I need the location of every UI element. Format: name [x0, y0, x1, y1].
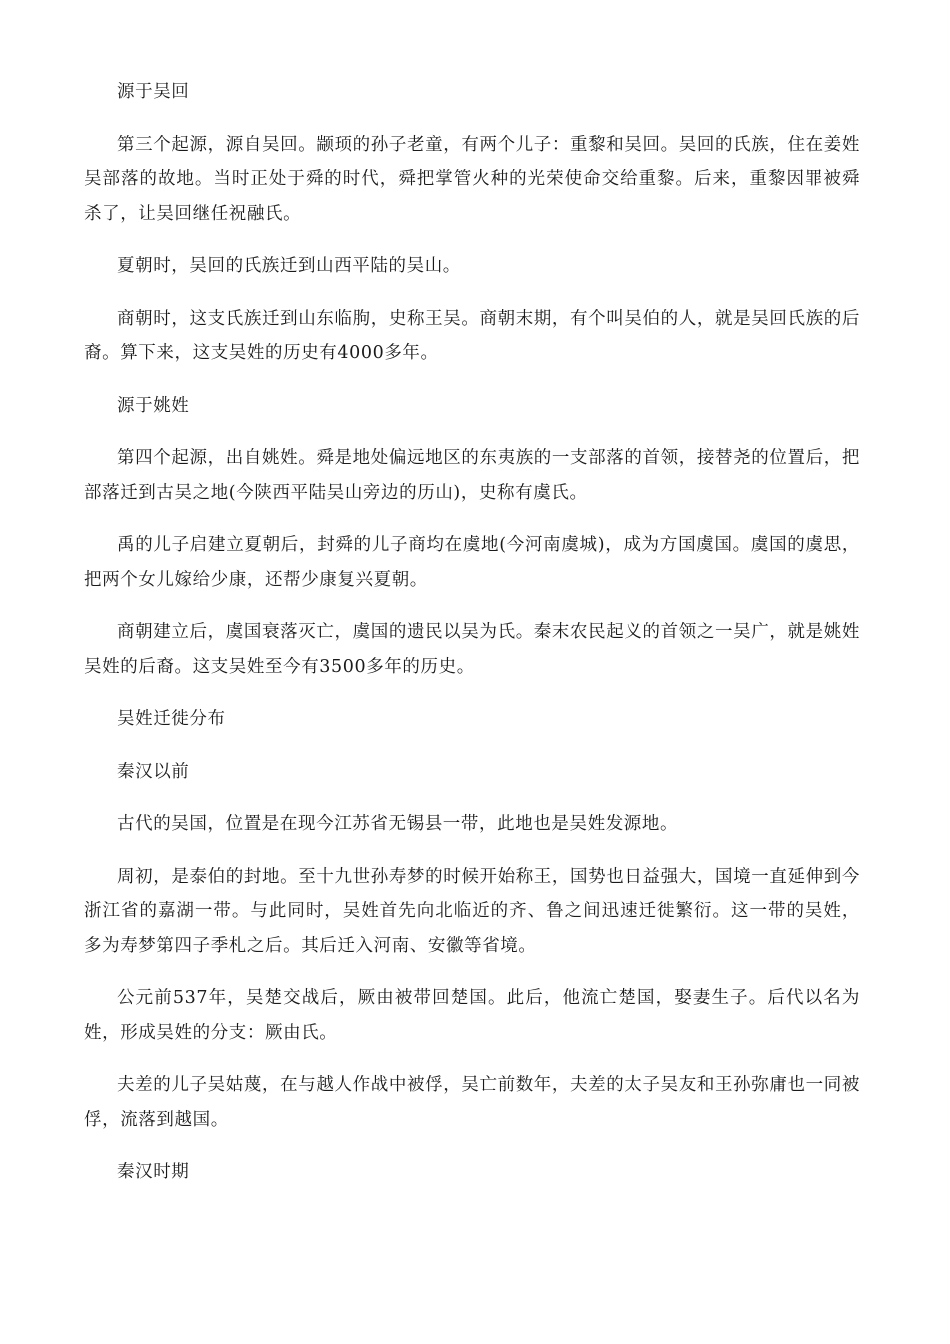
- body-paragraph: 商朝时，这支氏族迁到山东临朐，史称王吴。商朝末期，有个叫吴伯的人，就是吴回氏族的后裔。算下来，这支吴姓的历史有4000多年。: [84, 308, 860, 363]
- section-heading: 源于姚姓: [117, 395, 190, 416]
- body-paragraph: 商朝建立后，虞国衰落灭亡，虞国的遗民以吴为氏。秦末农民起义的首领之一吴广，就是姚姓吴姓的后裔。这支吴姓至今有3500多年的历史。: [84, 622, 860, 677]
- body-paragraph: 古代的吴国，位置是在现今江苏省无锡县一带，此地也是吴姓发源地。: [117, 814, 679, 834]
- subsection-heading: 秦汉时期: [117, 1162, 190, 1182]
- body-paragraph: 禹的儿子启建立夏朝后，封舜的儿子商均在虞地(今河南虞城)，成为方国虞国。虞国的虞思，把两个女儿嫁给少康，还帮少康复兴夏朝。: [84, 535, 860, 590]
- subsection-heading: 秦汉以前: [117, 761, 190, 782]
- body-paragraph: 第三个起源，源自吴回。颛顼的孙子老童，有两个儿子：重黎和吴回。吴回的氏族，住在姜姓吴部落的故地。当时正处于舜的时代，舜把掌管火种的光荣使命交给重黎。后来，重黎因罪被舜杀了，让吴回继任祝融氏。: [84, 134, 860, 224]
- section-heading: 源于吴回: [117, 82, 190, 102]
- body-paragraph: 夏朝时，吴回的氏族迁到山西平陆的吴山。: [117, 256, 461, 276]
- body-paragraph: 周初，是泰伯的封地。至十九世孙寿梦的时候开始称王，国势也日益强大，国境一直延伸到今浙江省的嘉湖一带。与此同时，吴姓首先向北临近的齐、鲁之间迅速迁徙繁衍。这一带的吴姓，多为寿梦第四子季札之后。其后迁入河南、安徽等省境。: [84, 866, 860, 956]
- body-paragraph: 公元前537年，吴楚交战后，厥由被带回楚国。此后，他流亡楚国，娶妻生子。后代以名为姓，形成吴姓的分支：厥由氏。: [84, 988, 860, 1043]
- body-paragraph: 第四个起源，出自姚姓。舜是地处偏远地区的东夷族的一支部落的首领，接替尧的位置后，把部落迁到古吴之地(今陕西平陆吴山旁边的历山)，史称有虞氏。: [84, 448, 860, 503]
- section-heading: 吴姓迁徙分布: [117, 709, 226, 729]
- body-paragraph: 夫差的儿子吴姑蔑，在与越人作战中被俘，吴亡前数年，夫差的太子吴友和王孙弥庸也一同被俘，流落到越国。: [84, 1075, 860, 1130]
